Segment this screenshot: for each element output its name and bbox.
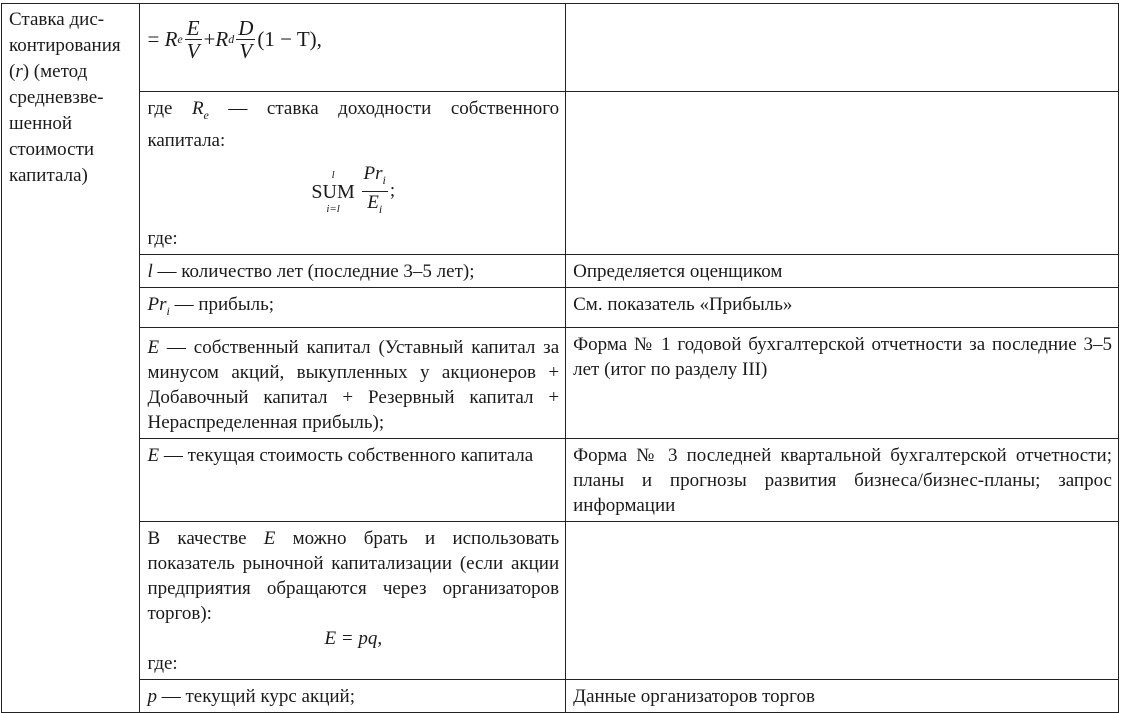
source-cell: См. показатель «Прибыль» [566,288,1119,328]
description-cell: E — собственный капитал (Уставный капитал за минусом акций, выкупленных у акционеров + Добавочный капитал + Резервный капитал + Нераспределенная прибыль); [140,328,566,439]
table-row [2,255,1119,288]
table-row [2,328,1119,439]
sum-formula: l SUM i=l $\frac{Pr_i}{E_i}$ ; [147,163,559,220]
fraction: $\frac{E}{V}$ [186,15,200,63]
wacc-formula: = R e $\frac{E}{V}$ + R d $\frac{D}{V}$ (1 − T), [147,15,322,63]
param-name-line: Ставка дис- [9,9,105,30]
param-name-line: капитала) [9,165,88,186]
source-cell [566,92,1119,255]
table-row [2,680,1119,713]
table-row [2,288,1119,328]
param-name-line: стоимости [9,139,95,160]
source-cell: Форма № 3 последней квартальной бухгалтерской отчетности; планы и прогнозы развития бизнеса/бизнес-планы; запрос информации [566,439,1119,522]
fraction: $\frac{D}{V}$ [238,15,254,63]
formula-cell [140,4,566,92]
param-name-cell [2,4,140,713]
param-name-line: средневзве- [9,87,104,108]
description-text: В качестве E можно брать и использовать показатель рыночной капитализации (если акции предприятия обращаются через организаторов торгов): [147,528,560,624]
source-cell: Определяется оценщиком [566,255,1119,288]
valuation-table [1,3,1119,713]
table-row [2,522,1119,680]
source-cell: Форма № 1 годовой бухгалтерской отчетности за последние 3–5 лет (итог по разделу III) [566,328,1119,439]
table-row [2,4,1119,92]
table-row [2,439,1119,522]
param-name-line: (r) (метод [9,61,88,82]
market-cap-formula: E = pq, [324,628,383,649]
source-cell [566,522,1119,680]
param-name-line: контирования [9,35,121,56]
param-name-line: шенной [9,113,73,134]
description-cell [140,522,566,680]
description-cell [140,92,566,255]
description-cell: E — текущая стоимость собственного капитала [140,439,566,522]
description-text: где $R_e$ — ставка доходности собственного капитала: [147,98,560,151]
description-cell: $Pr_i$ — прибыль; [140,288,566,328]
description-cell: l — количество лет (последние 3–5 лет); [140,255,566,288]
source-cell: Данные организаторов торгов [566,680,1119,713]
source-cell [566,4,1119,92]
description-cell: p — текущий курс акций; [140,680,566,713]
where-label: где: [147,228,178,249]
where-label: где: [147,653,178,674]
fraction: $\frac{Pr_i}{E_i}$ [363,163,386,216]
table-row [2,92,1119,255]
param-symbol: r [15,61,23,82]
